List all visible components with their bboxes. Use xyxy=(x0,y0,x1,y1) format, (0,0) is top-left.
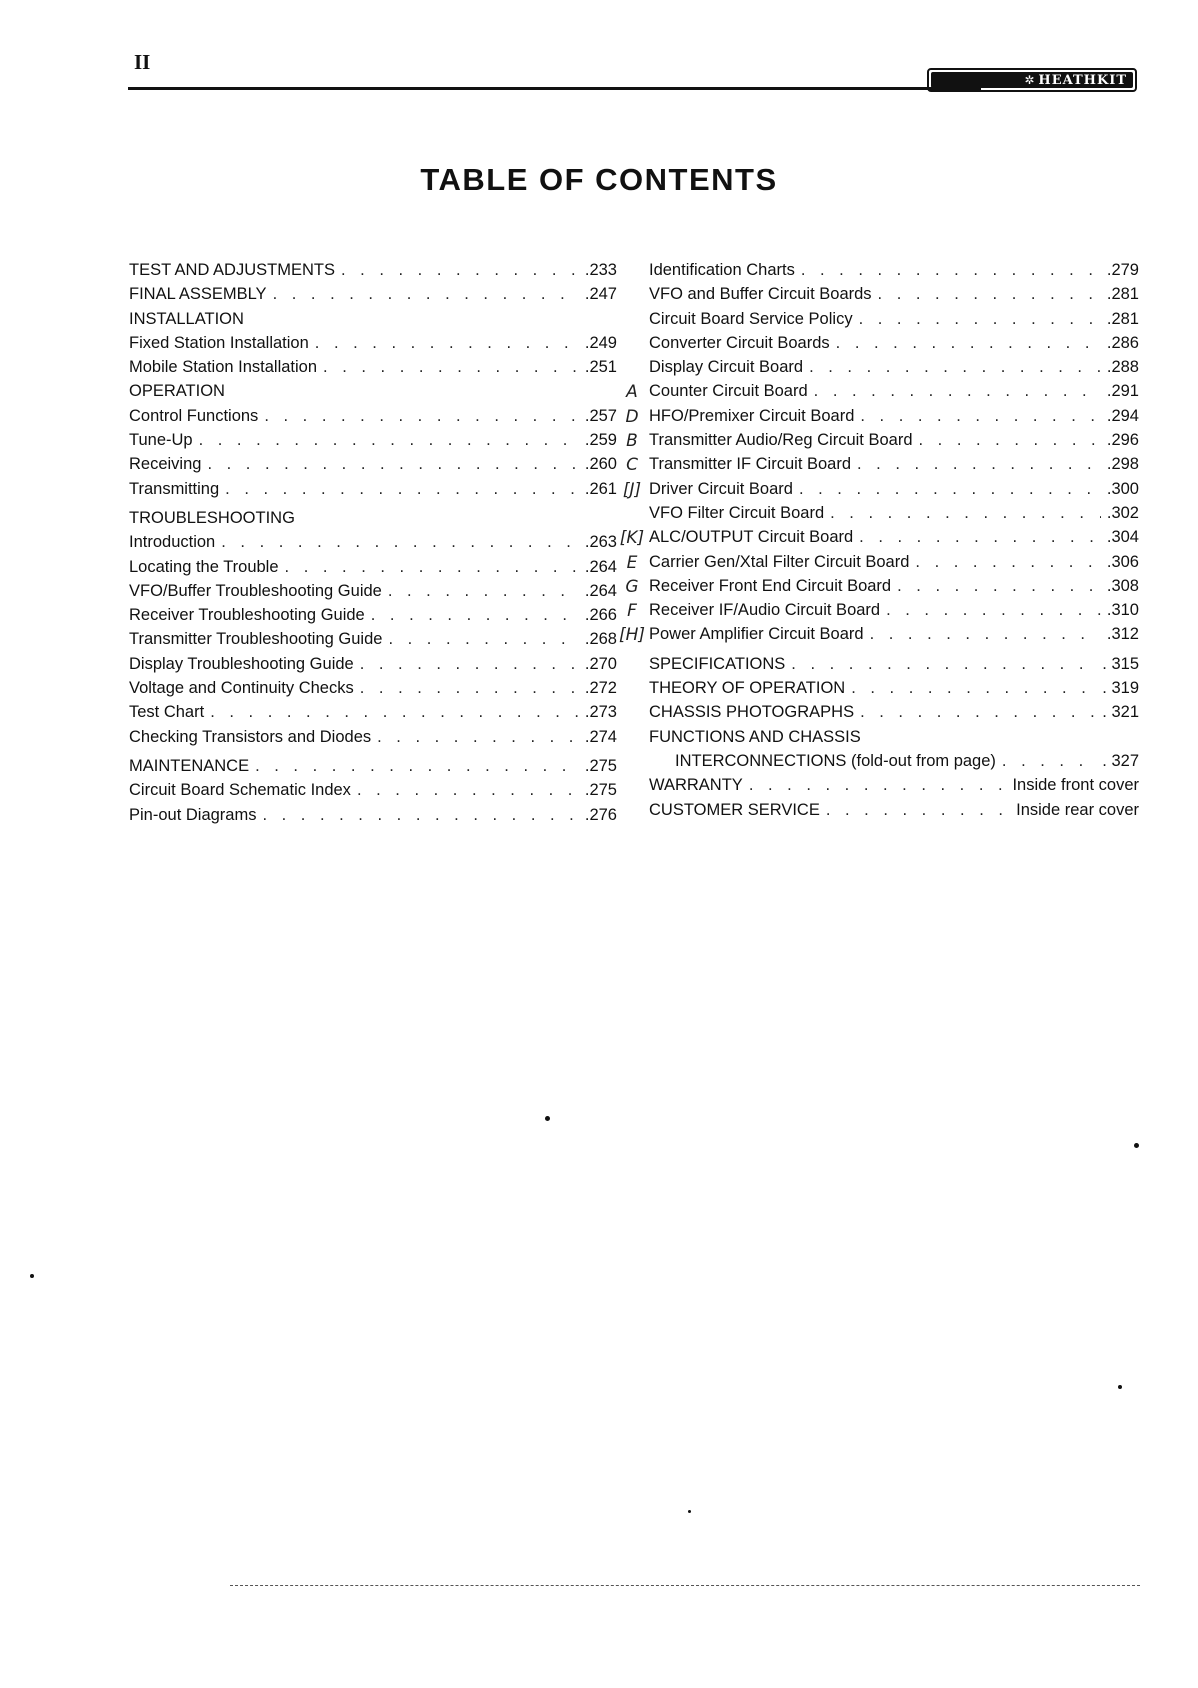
leader-dots xyxy=(851,679,1096,698)
toc-page: .251 xyxy=(584,358,617,377)
scan-speck xyxy=(30,1274,34,1278)
toc-entry xyxy=(649,655,1139,679)
toc-label: Tune-Up xyxy=(129,431,193,450)
leader-dots xyxy=(377,728,579,747)
toc-label: Mobile Station Installation xyxy=(129,358,318,377)
leader-dots xyxy=(221,533,579,552)
toc-section-heading xyxy=(649,728,1139,752)
toc-entry xyxy=(649,358,1139,382)
toc-page: .286 xyxy=(1106,333,1139,352)
toc-page: .288 xyxy=(1106,358,1139,377)
toc-section-heading xyxy=(129,382,617,406)
toc-entry xyxy=(649,752,1139,776)
handwritten-mark: E xyxy=(626,552,638,573)
toc-page: . 319 xyxy=(1102,679,1139,698)
leader-dots xyxy=(341,261,579,280)
leader-dots xyxy=(360,679,579,698)
toc-entry xyxy=(649,703,1139,727)
leader-dots xyxy=(749,776,1007,795)
toc-label: Display Troubleshooting Guide xyxy=(129,654,354,673)
leader-dots xyxy=(801,261,1101,280)
toc-page: .306 xyxy=(1106,552,1139,571)
toc-entry xyxy=(129,582,617,606)
header-rule xyxy=(128,87,981,90)
handwritten-mark: [H] xyxy=(619,625,646,646)
toc-entry xyxy=(129,655,617,679)
leader-dots xyxy=(371,606,579,625)
leader-dots xyxy=(826,801,1010,820)
toc-label: MAINTENANCE xyxy=(129,756,250,775)
toc-page: .275 xyxy=(584,756,617,775)
scan-speck xyxy=(1134,1143,1139,1148)
toc-label: INSTALLATION xyxy=(129,309,244,328)
toc-label: VFO and Buffer Circuit Boards xyxy=(649,285,872,304)
toc-page: .304 xyxy=(1106,528,1139,547)
toc-page: .298 xyxy=(1106,455,1139,474)
leader-dots xyxy=(357,781,579,800)
toc-page: .257 xyxy=(584,406,617,425)
toc-label: Pin-out Diagrams xyxy=(129,805,257,824)
toc-label: Fixed Station Installation xyxy=(129,333,309,352)
leader-dots xyxy=(886,601,1101,620)
toc-page: .247 xyxy=(584,285,617,304)
toc-entry xyxy=(626,552,1139,577)
handwritten-mark: C xyxy=(626,455,638,476)
leader-dots xyxy=(264,407,579,426)
toc-label: ALC/OUTPUT Circuit Board xyxy=(649,528,854,547)
leader-dots xyxy=(830,504,1101,523)
toc-entry xyxy=(129,480,617,504)
toc-label: FUNCTIONS AND CHASSIS xyxy=(649,727,861,746)
toc-entry xyxy=(129,630,617,654)
toc-entry xyxy=(649,801,1139,825)
toc-label: Introduction xyxy=(129,533,216,552)
toc-page: .268 xyxy=(584,630,617,649)
toc-entry xyxy=(129,558,617,582)
toc-label: OPERATION xyxy=(129,382,225,401)
logo-text: HEATHKIT xyxy=(1038,72,1127,88)
toc-page: .276 xyxy=(584,805,617,824)
toc-label: Transmitter Troubleshooting Guide xyxy=(129,630,383,649)
toc-page: .272 xyxy=(584,679,617,698)
toc-label: Carrier Gen/Xtal Filter Circuit Board xyxy=(649,552,910,571)
toc-page: .261 xyxy=(584,479,617,498)
toc-label: THEORY OF OPERATION xyxy=(649,679,846,698)
toc-label: Power Amplifier Circuit Board xyxy=(649,625,864,644)
leader-dots xyxy=(915,553,1100,572)
toc-page: Inside rear cover xyxy=(1016,800,1139,819)
toc-page: .233 xyxy=(584,261,617,279)
toc-label: Transmitter Audio/Reg Circuit Board xyxy=(649,431,913,450)
toc-page: . 327 xyxy=(1102,751,1139,770)
leader-dots xyxy=(791,655,1096,674)
leader-dots xyxy=(210,703,579,722)
toc-entry xyxy=(626,431,1139,455)
handwritten-mark: [K] xyxy=(619,528,645,549)
toc-page: .300 xyxy=(1106,479,1139,498)
leader-dots xyxy=(809,358,1101,377)
scan-speck xyxy=(545,1116,550,1121)
toc-page: .296 xyxy=(1106,431,1139,450)
toc-label: Transmitting xyxy=(129,479,220,498)
toc-page: .281 xyxy=(1106,285,1139,304)
leader-dots xyxy=(919,431,1101,450)
leader-dots xyxy=(878,285,1101,304)
toc-label: Receiver Troubleshooting Guide xyxy=(129,606,365,625)
leader-dots xyxy=(897,577,1101,596)
logo-emblem-icon: ✲ xyxy=(1024,73,1035,87)
leader-dots xyxy=(285,558,579,577)
page-title: TABLE OF CONTENTS xyxy=(420,162,778,197)
toc-label: Circuit Board Schematic Index xyxy=(129,781,351,800)
toc-label: SPECIFICATIONS xyxy=(649,654,786,673)
toc-label: Circuit Board Service Policy xyxy=(649,309,853,328)
leader-dots xyxy=(859,310,1101,329)
toc-page: .249 xyxy=(584,333,617,352)
toc-label: VFO Filter Circuit Board xyxy=(649,503,825,522)
toc-entry xyxy=(129,781,617,805)
toc-label: Receiver IF/Audio Circuit Board xyxy=(649,601,881,620)
handwritten-mark: D xyxy=(625,406,639,427)
toc-entry xyxy=(627,601,1139,625)
toc-page: .266 xyxy=(584,606,617,625)
toc-entry xyxy=(129,679,617,703)
toc-entry xyxy=(619,528,1139,552)
toc-section-heading xyxy=(129,509,617,533)
toc-label: TEST AND ADJUSTMENTS xyxy=(129,261,335,279)
toc-entry xyxy=(129,606,617,630)
leader-dots xyxy=(273,285,579,304)
toc-label: Driver Circuit Board xyxy=(649,479,793,498)
toc-label: WARRANTY xyxy=(649,776,743,795)
toc-entry xyxy=(649,261,1139,285)
toc-label: Counter Circuit Board xyxy=(649,382,808,401)
leader-dots xyxy=(860,407,1101,426)
toc-entry xyxy=(619,625,1139,649)
toc-label: Identification Charts xyxy=(649,261,795,279)
toc-label: Control Functions xyxy=(129,406,259,425)
handwritten-mark: A xyxy=(626,382,638,403)
leader-dots xyxy=(199,431,579,450)
leader-dots xyxy=(857,455,1101,474)
toc-entry xyxy=(649,679,1139,703)
toc-entry xyxy=(649,334,1139,358)
toc-label: Locating the Trouble xyxy=(129,557,279,576)
toc-entry xyxy=(129,285,617,309)
toc-label: Voltage and Continuity Checks xyxy=(129,679,354,698)
toc-page: .302 xyxy=(1106,503,1139,522)
handwritten-mark: G xyxy=(625,576,639,597)
leader-dots xyxy=(859,528,1101,547)
page-number: II xyxy=(134,50,151,74)
scan-speck xyxy=(1118,1385,1122,1389)
toc-label: Checking Transistors and Diodes xyxy=(129,727,372,746)
handwritten-mark: [J] xyxy=(622,479,642,500)
toc-label: HFO/Premixer Circuit Board xyxy=(649,406,855,425)
toc-label: Receiving xyxy=(129,455,202,474)
toc-page: .281 xyxy=(1106,309,1139,328)
leader-dots xyxy=(870,625,1101,644)
toc-page: .264 xyxy=(584,557,617,576)
leader-dots xyxy=(315,334,579,353)
leader-dots xyxy=(836,334,1101,353)
toc-entry xyxy=(129,703,617,727)
toc-entry xyxy=(129,757,617,781)
toc-entry xyxy=(626,382,1139,406)
toc-label: CHASSIS PHOTOGRAPHS xyxy=(649,703,855,722)
leader-dots xyxy=(323,358,579,377)
toc-page: .263 xyxy=(584,533,617,552)
toc-entry xyxy=(129,728,617,752)
toc-page: .260 xyxy=(584,455,617,474)
toc-entry xyxy=(129,407,617,431)
toc-entry xyxy=(625,406,1139,431)
leader-dots xyxy=(262,806,578,825)
toc-entry xyxy=(129,455,617,479)
leader-dots xyxy=(207,455,578,474)
scan-artifact-line xyxy=(230,1585,1140,1587)
toc-entry xyxy=(625,576,1139,601)
toc-page: . 321 xyxy=(1102,703,1139,722)
toc-label: FINAL ASSEMBLY xyxy=(129,285,267,304)
toc-entry xyxy=(622,479,1139,504)
toc-page: .275 xyxy=(584,781,617,800)
toc-page: . 315 xyxy=(1102,654,1139,673)
leader-dots xyxy=(360,655,579,674)
handwritten-mark: F xyxy=(627,601,637,622)
toc-section-heading xyxy=(129,310,617,334)
toc-label: CUSTOMER SERVICE xyxy=(649,800,820,819)
toc-page: .270 xyxy=(584,654,617,673)
toc-page: Inside front cover xyxy=(1012,776,1139,795)
toc-entry xyxy=(649,285,1139,309)
toc-page: .279 xyxy=(1106,261,1139,279)
toc-entry xyxy=(129,358,617,382)
handwritten-mark: B xyxy=(626,431,638,452)
scan-speck xyxy=(688,1510,691,1513)
toc-page: .264 xyxy=(584,581,617,600)
toc-entry xyxy=(649,504,1139,528)
leader-dots xyxy=(255,757,579,776)
leader-dots xyxy=(1002,752,1096,771)
toc-page: .291 xyxy=(1106,382,1139,401)
leader-dots xyxy=(225,480,579,499)
toc-label: Test Chart xyxy=(129,703,205,722)
toc-page: .273 xyxy=(584,703,617,722)
toc-page: .294 xyxy=(1106,406,1139,425)
toc-label: VFO/Buffer Troubleshooting Guide xyxy=(129,581,382,600)
toc-label: Receiver Front End Circuit Board xyxy=(649,576,892,595)
toc-left-column xyxy=(129,261,617,830)
toc-label: Display Circuit Board xyxy=(649,358,804,377)
leader-dots xyxy=(799,480,1101,499)
toc-entry xyxy=(129,533,617,557)
toc-label: Converter Circuit Boards xyxy=(649,333,830,352)
toc-entry xyxy=(129,431,617,455)
toc-entry xyxy=(129,334,617,358)
toc-label: TROUBLESHOOTING xyxy=(129,508,295,527)
toc-entry xyxy=(626,455,1139,479)
toc-label: INTERCONNECTIONS (fold-out from page) xyxy=(675,751,996,770)
toc-entry xyxy=(129,806,617,830)
leader-dots xyxy=(814,382,1101,401)
toc-page: .310 xyxy=(1106,601,1139,620)
toc-label: Transmitter IF Circuit Board xyxy=(649,455,852,474)
leader-dots xyxy=(860,703,1096,722)
toc-entry xyxy=(649,776,1139,800)
leader-dots xyxy=(388,582,579,601)
leader-dots xyxy=(388,630,578,649)
toc-entry xyxy=(649,310,1139,334)
toc-page: .312 xyxy=(1106,625,1139,644)
toc-page: .259 xyxy=(584,431,617,450)
toc-page: .308 xyxy=(1106,576,1139,595)
toc-page: .274 xyxy=(584,727,617,746)
toc-right-column xyxy=(619,261,1139,825)
toc-entry xyxy=(129,261,617,285)
